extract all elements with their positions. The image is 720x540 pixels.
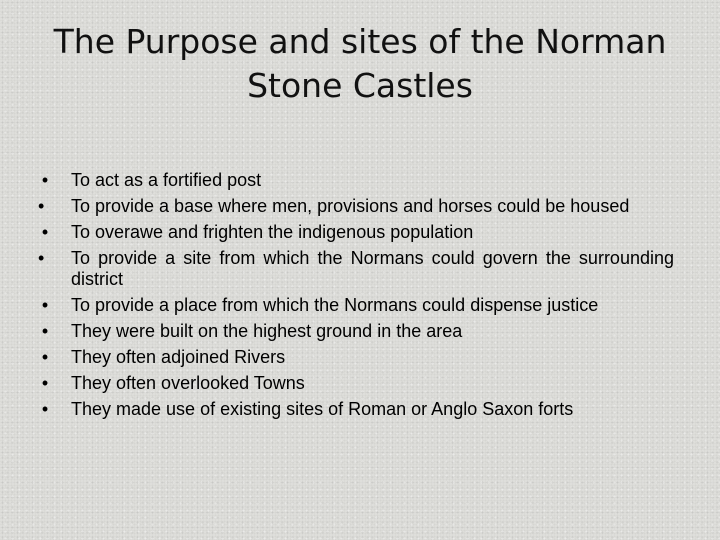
bullet-marker: • [41,295,49,315]
bullet-item [38,222,674,243]
bullet-text: To provide a site from which the Normans could govern the surrounding district [71,248,674,289]
bullet-marker: • [41,170,49,190]
bullet-item [38,196,674,217]
slide-title: The Purpose and sites of the Norman Stone Castles [53,22,667,105]
bullet-marker: • [41,347,49,367]
bullet-text: To act as a fortified post [71,170,262,190]
bullet-item [38,373,674,394]
bullet-marker: • [38,196,45,216]
bullet-marker: • [38,248,45,268]
bullet-text: To overawe and frighten the indigenous population [71,222,474,242]
bullet-text: To provide a place from which the Normans could dispense justice [71,295,599,315]
bullet-marker: • [41,399,49,419]
bullet-item [38,399,674,420]
bullet-item [38,347,674,368]
bullet-item [38,321,674,342]
bullet-marker: • [41,222,49,242]
bullet-text: They often overlooked Towns [71,373,305,393]
bullet-list [38,170,674,425]
bullet-text: To provide a base where men, provisions and horses could be housed [71,196,630,216]
bullet-marker: • [41,373,49,393]
bullet-item [38,295,674,316]
bullet-item [38,248,674,290]
bullet-text: They made use of existing sites of Roman or Anglo Saxon forts [71,399,574,419]
bullet-text: They often adjoined Rivers [71,347,286,367]
bullet-item [38,170,674,191]
bullet-marker: • [41,321,49,341]
bullet-text: They were built on the highest ground in the area [71,321,463,341]
